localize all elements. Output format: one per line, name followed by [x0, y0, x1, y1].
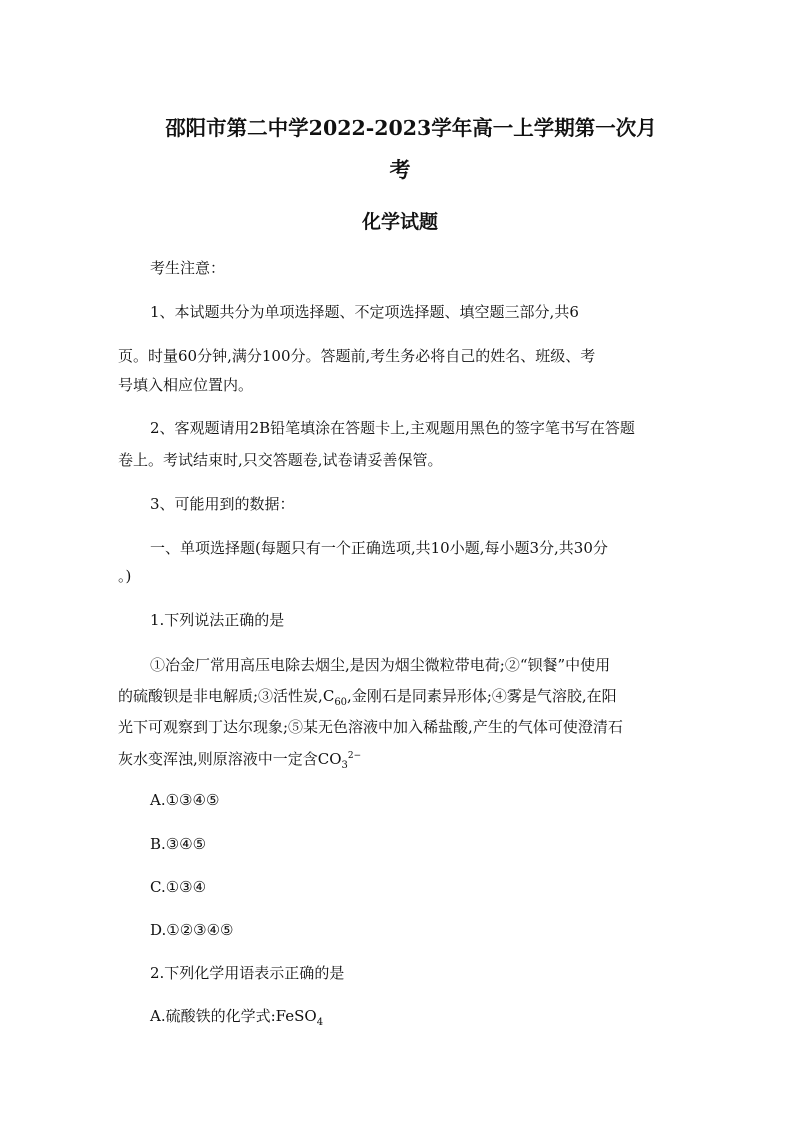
- question1-body-line2-part-b: ,金刚石是同素异形体;④雾是气溶胶,在阳: [347, 687, 617, 705]
- carbonate-charge: 2−: [347, 751, 362, 761]
- section1-line1: 一、单项选择题(每题只有一个正确选项,共10小题,每小题3分,共30分: [150, 539, 608, 557]
- question1-option-b: B.③④⑤: [150, 835, 207, 853]
- question1-body-line1: ①冶金厂常用高压电除去烟尘,是因为烟尘微粒带电荷;②“钡餐”中使用: [150, 656, 611, 674]
- question1-body-line4-text: 灰水变浑浊,则原溶液中一定含CO: [118, 750, 342, 768]
- notice2-line2: 卷上。考试结束时,只交答题卷,试卷请妥善保管。: [118, 451, 443, 469]
- c60-subscript: 60: [334, 697, 348, 708]
- exam-title-line2: 考: [389, 157, 411, 182]
- question1-option-d: D.①②③④⑤: [150, 921, 234, 939]
- notice1-line1: 1、本试题共分为单项选择题、不定项选择题、填空题三部分,共6: [150, 303, 579, 321]
- carbonate-subscript: 3: [341, 760, 348, 771]
- question1-body-line2: [118, 686, 688, 713]
- question1-body-line3: 光下可观察到丁达尔现象;⑤某无色溶液中加入稀盐酸,产生的气体可使澄清石: [118, 718, 623, 736]
- notice1-line2: 页。时量60分钟,满分100分。答题前,考生务必将自己的姓名、班级、考: [118, 347, 596, 365]
- exam-subtitle: 化学试题: [361, 211, 438, 233]
- question1-option-a: A.①③④⑤: [150, 791, 220, 809]
- question2-stem: 2.下列化学用语表示正确的是: [150, 964, 345, 982]
- question2-option-a: [150, 1006, 720, 1033]
- question1-stem: 1.下列说法正确的是: [150, 611, 285, 629]
- question1-option-c: C.①③④: [150, 878, 207, 896]
- notice2-line1: 2、客观题请用2B铅笔填涂在答题卡上,主观题用黑色的签字笔书写在答题: [150, 419, 635, 437]
- notice1-line3: 号填入相应位置内。: [118, 376, 254, 394]
- question1-body-line4: [118, 746, 688, 776]
- section1-line2: 。): [118, 567, 132, 585]
- question1-body-line2-part-a: 的硫酸钡是非电解质;③活性炭,C: [118, 687, 335, 705]
- sulfate-subscript: 4: [316, 1017, 324, 1028]
- exam-title-line1: 邵阳市第二中学2022-2023学年高一上学期第一次月: [165, 116, 657, 140]
- notice-heading: 考生注意：: [150, 259, 226, 277]
- question2-option-a-text: A.硫酸铁的化学式:FeSO: [150, 1007, 317, 1025]
- notice3: 3、可能用到的数据：: [150, 495, 295, 513]
